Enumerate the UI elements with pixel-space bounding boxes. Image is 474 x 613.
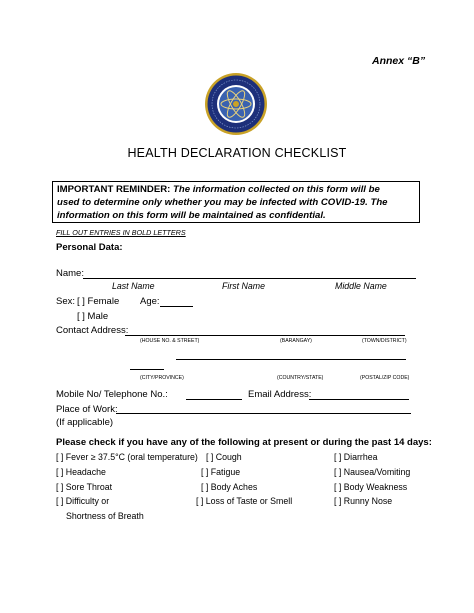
headache-checkbox[interactable]: [ ] Headache — [56, 467, 106, 477]
fatigue-checkbox[interactable]: [ ] Fatigue — [201, 467, 241, 477]
city-province-caption: (CITY/PROVINCE) — [140, 375, 184, 381]
body-aches-checkbox[interactable]: [ ] Body Aches — [201, 482, 258, 492]
barangay-caption: (BARANGAY) — [280, 338, 312, 344]
address-line-2[interactable] — [176, 359, 406, 360]
age-input-line[interactable] — [160, 306, 193, 307]
form-title: HEALTH DECLARATION CHECKLIST — [127, 146, 347, 160]
place-of-work-input-line[interactable] — [116, 413, 411, 414]
sex-label: Sex: — [56, 296, 76, 307]
address-line-3[interactable] — [130, 369, 164, 370]
email-label: Email Address: — [248, 389, 312, 400]
place-of-work-label: Place of Work: — [56, 404, 118, 415]
mobile-input-line[interactable] — [186, 399, 242, 400]
female-checkbox[interactable]: [ ] Female — [77, 296, 120, 307]
body-weakness-checkbox[interactable]: [ ] Body Weakness — [334, 482, 408, 492]
loss-of-taste-smell-checkbox[interactable]: [ ] Loss of Taste or Smell — [196, 496, 293, 506]
prc-seal-icon — [204, 72, 268, 136]
reminder-line-1: The information collected on this form will be — [173, 184, 380, 195]
male-checkbox[interactable]: [ ] Male — [77, 311, 109, 322]
address-line-1[interactable] — [125, 335, 405, 336]
symptoms-prompt: Please check if you have any of the following at present or during the past 14 days: — [56, 437, 432, 448]
fill-out-instruction: FILL OUT ENTRIES IN BOLD LETTERS — [56, 228, 186, 237]
email-input-line[interactable] — [309, 399, 409, 400]
reminder-label: IMPORTANT REMINDER: — [57, 184, 171, 195]
diarrhea-checkbox[interactable]: [ ] Diarrhea — [334, 452, 378, 462]
if-applicable-label: (If applicable) — [56, 417, 114, 428]
name-label: Name: — [56, 268, 84, 279]
personal-data-heading: Personal Data: — [56, 242, 123, 253]
difficulty-breathing-checkbox[interactable]: [ ] Difficulty or — [56, 496, 110, 506]
runny-nose-checkbox[interactable]: [ ] Runny Nose — [334, 496, 393, 506]
country-state-caption: (COUNTRY/STATE) — [277, 375, 324, 381]
age-label: Age: — [140, 296, 160, 307]
fever-checkbox[interactable]: [ ] Fever ≥ 37.5°C (oral temperature) — [56, 452, 198, 462]
postal-zip-caption: (POSTAL/ZIP CODE) — [360, 375, 410, 381]
reminder-line-2: used to determine only whether you may be infected with COVID-19. The — [57, 197, 388, 208]
last-name-caption: Last Name — [112, 281, 155, 291]
middle-name-caption: Middle Name — [335, 281, 387, 291]
name-input-line[interactable] — [83, 278, 416, 279]
mobile-label: Mobile No/ Telephone No.: — [56, 389, 168, 400]
contact-address-label: Contact Address: — [56, 325, 129, 336]
cough-checkbox[interactable]: [ ] Cough — [206, 452, 242, 462]
first-name-caption: First Name — [222, 281, 266, 291]
annex-label: Annex “B” — [372, 55, 426, 67]
sore-throat-checkbox[interactable]: [ ] Sore Throat — [56, 482, 113, 492]
town-district-caption: (TOWN/DISTRICT) — [362, 338, 407, 344]
shortness-of-breath-label: Shortness of Breath — [66, 511, 144, 521]
important-reminder-box — [52, 181, 420, 223]
nausea-vomiting-checkbox[interactable]: [ ] Nausea/Vomiting — [334, 467, 411, 477]
house-street-caption: (HOUSE NO. & STREET) — [140, 338, 200, 344]
reminder-line-3: information on this form will be maintained as confidential. — [57, 210, 326, 221]
